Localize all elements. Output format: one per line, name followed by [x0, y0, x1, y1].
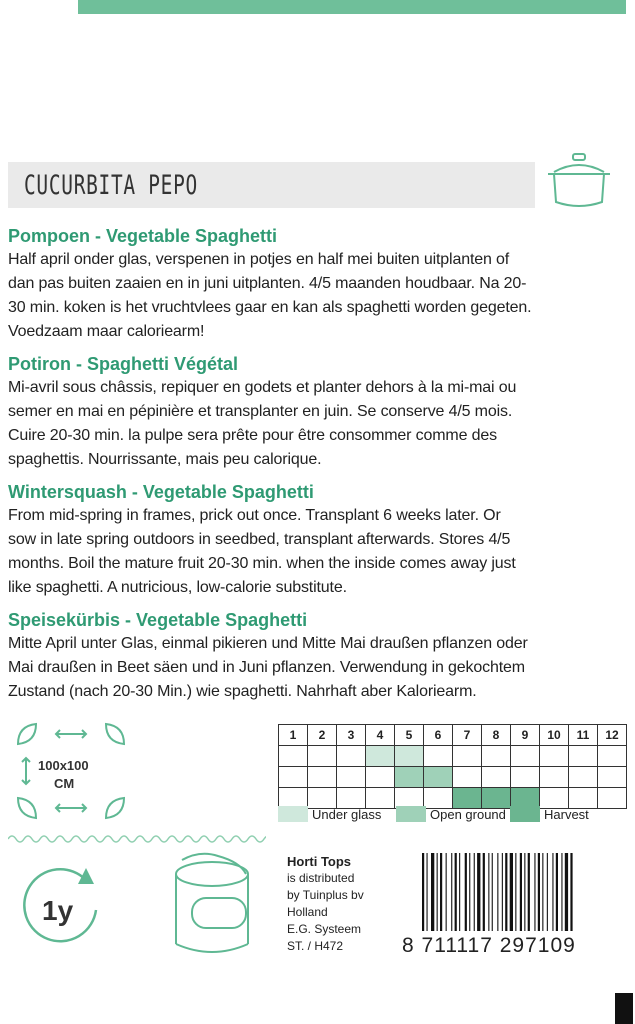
section-title-nl: Pompoen - Vegetable Spaghetti: [8, 226, 278, 246]
barcode-bar: [431, 853, 434, 931]
calendar-cell: [337, 746, 366, 767]
lifecycle-label: 1y: [42, 895, 74, 926]
distributor-line: by Tuinplus bv: [287, 888, 364, 902]
barcode-bar: [570, 853, 572, 931]
calendar-cell: [279, 767, 308, 788]
calendar-cell: [424, 746, 453, 767]
barcode-bar: [565, 853, 568, 931]
barcode-bar: [492, 853, 493, 931]
open-ground-cell: [395, 767, 424, 788]
barcode-bar: [469, 853, 470, 931]
calendar-legend: [278, 806, 628, 826]
month-header: 12: [598, 725, 627, 746]
section-line: Mi-avril sous châssis, repiquer en godets et planter dehors à la mi-mai ou: [8, 379, 517, 396]
registration-mark: [615, 993, 633, 1024]
distributor-line: ST. / H472: [287, 939, 344, 953]
calendar-cell: [308, 746, 337, 767]
barcode-bar: [524, 853, 525, 931]
month-header: 6: [424, 725, 453, 746]
month-header: 1: [279, 725, 308, 746]
barcode-bar: [538, 853, 540, 931]
barcode-bar: [455, 853, 457, 931]
barcode-bar: [561, 853, 562, 931]
section-line: like spaghetti. A nutricious, low-calorie substitute.: [8, 579, 347, 596]
barcode-bar: [497, 853, 498, 931]
calendar-cell: [337, 767, 366, 788]
section-line: dan pas buiten zaaien en in juni uitplanten. 4/5 maanden houdbaar. Na 20-: [8, 275, 527, 292]
legend-label: Under glass: [312, 806, 382, 822]
barcode-bar: [502, 853, 503, 931]
calendar-cell: [598, 767, 627, 788]
barcode: [420, 853, 630, 933]
month-header: 7: [453, 725, 482, 746]
swatch-under-glass: [278, 806, 308, 822]
calendar-cell: [598, 746, 627, 767]
section-line: spaghettis. Nourrissante, mais peu calorique.: [8, 451, 322, 468]
cooking-pot-icon: [546, 152, 612, 212]
barcode-bar: [510, 853, 513, 931]
calendar-cell: [308, 767, 337, 788]
calendar-cell: [540, 767, 569, 788]
under-glass-cell: [366, 746, 395, 767]
latin-name: CUCURBITA PEPO: [24, 170, 198, 201]
section-line: semer en mai en pépinière et transplanter en juin. Se conserve 4/5 mois.: [8, 403, 513, 420]
distributor-line: is distributed: [287, 871, 355, 885]
month-header: 5: [395, 725, 424, 746]
distributor-line: Holland: [287, 905, 328, 919]
month-header: 10: [540, 725, 569, 746]
under-glass-cell: [395, 746, 424, 767]
section-line: Voedzaam maar caloriearm!: [8, 323, 205, 340]
plant-spacing-icon: [10, 718, 132, 826]
month-header: 11: [569, 725, 598, 746]
barcode-bar: [488, 853, 489, 931]
barcode-bar: [552, 853, 553, 931]
calendar-cell: [279, 746, 308, 767]
section-line: 30 min. koken is het vruchtvlees gaar en kan als spaghetti worden gegeten.: [8, 299, 532, 316]
month-header: 8: [482, 725, 511, 746]
barcode-bar: [547, 853, 548, 931]
brand-name: Horti Tops: [287, 854, 352, 869]
distributor-info: [287, 853, 364, 955]
section-fr: [8, 352, 630, 472]
section-de: [8, 608, 630, 704]
calendar-cell: [569, 767, 598, 788]
barcode-bar: [451, 853, 452, 931]
top-color-bar: [78, 0, 626, 14]
storage-can-icon: [170, 852, 255, 962]
barcode-bar: [556, 853, 558, 931]
month-header: 3: [337, 725, 366, 746]
section-title-fr: Potiron - Spaghetti Végétal: [8, 354, 239, 374]
barcode-bar: [534, 853, 535, 931]
barcode-number: 8 711117 297109: [402, 934, 576, 957]
month-header: 4: [366, 725, 395, 746]
barcode-bar: [528, 853, 530, 931]
calendar-cell: [511, 767, 540, 788]
barcode-bar: [515, 853, 516, 931]
calendar-cell: [482, 746, 511, 767]
section-line: Zustand (nach 20-30 Min.) wie spaghetti. Nahrhaft aber Kaloriearm.: [8, 683, 477, 700]
swatch-harvest: [510, 806, 540, 822]
section-line: From mid-spring in frames, prick out once. Transplant 6 weeks later. Or: [8, 507, 501, 524]
spacing-label: 100x100: [38, 758, 89, 773]
barcode-bar: [474, 853, 475, 931]
legend-label: Open ground: [430, 806, 506, 822]
spacing-unit: CM: [54, 776, 75, 791]
barcode-bar: [465, 853, 467, 931]
calendar-cell: [453, 767, 482, 788]
section-nl: [8, 224, 630, 344]
calendar-cell: [569, 746, 598, 767]
wavy-divider: [8, 832, 266, 846]
calendar-cell: [366, 767, 395, 788]
legend-open-ground: [396, 806, 506, 822]
section-title-en: Wintersquash - Vegetable Spaghetti: [8, 482, 314, 502]
section-line: Mai draußen in Beet säen und in Juni pflanzen. Verwendung in gekochtem: [8, 659, 525, 676]
sowing-calendar: [278, 724, 627, 809]
section-title-de: Speisekürbis - Vegetable Spaghetti: [8, 610, 308, 630]
calendar-cell: [511, 746, 540, 767]
section-en: [8, 480, 630, 600]
barcode-bar: [440, 853, 442, 931]
section-line: Mitte April unter Glas, einmal pikieren und Mitte Mai draußen pflanzen oder: [8, 635, 528, 652]
annual-cycle-icon: [16, 858, 106, 958]
calendar-cell: [540, 746, 569, 767]
month-header: 2: [308, 725, 337, 746]
calendar-cell: [482, 767, 511, 788]
month-header: 9: [511, 725, 540, 746]
barcode-bar: [437, 853, 438, 931]
barcode-bar: [505, 853, 507, 931]
calendar-cell: [453, 746, 482, 767]
section-line: sow in late spring outdoors in seedbed, transplant afterwards. Stores 4/5: [8, 531, 511, 548]
barcode-bar: [477, 853, 480, 931]
legend-harvest: [510, 806, 589, 822]
barcode-bar: [520, 853, 522, 931]
open-ground-cell: [424, 767, 453, 788]
section-line: months. Boil the mature fruit 20-30 min. when the inside comes away just: [8, 555, 516, 572]
barcode-bar: [459, 853, 460, 931]
barcode-bar: [427, 853, 428, 931]
legend-under-glass: [278, 806, 381, 822]
section-line: Half april onder glas, verspenen in potjes en half mei buiten uitplanten of: [8, 251, 510, 268]
legend-label: Harvest: [544, 806, 589, 822]
distributor-line: E.G. Systeem: [287, 922, 362, 936]
section-line: Cuire 20-30 min. la pulpe sera prête pour être consommer comme des: [8, 427, 497, 444]
barcode-bar: [422, 853, 424, 931]
swatch-open-ground: [396, 806, 426, 822]
barcode-bar: [483, 853, 485, 931]
barcode-bar: [542, 853, 543, 931]
barcode-bar: [446, 853, 447, 931]
